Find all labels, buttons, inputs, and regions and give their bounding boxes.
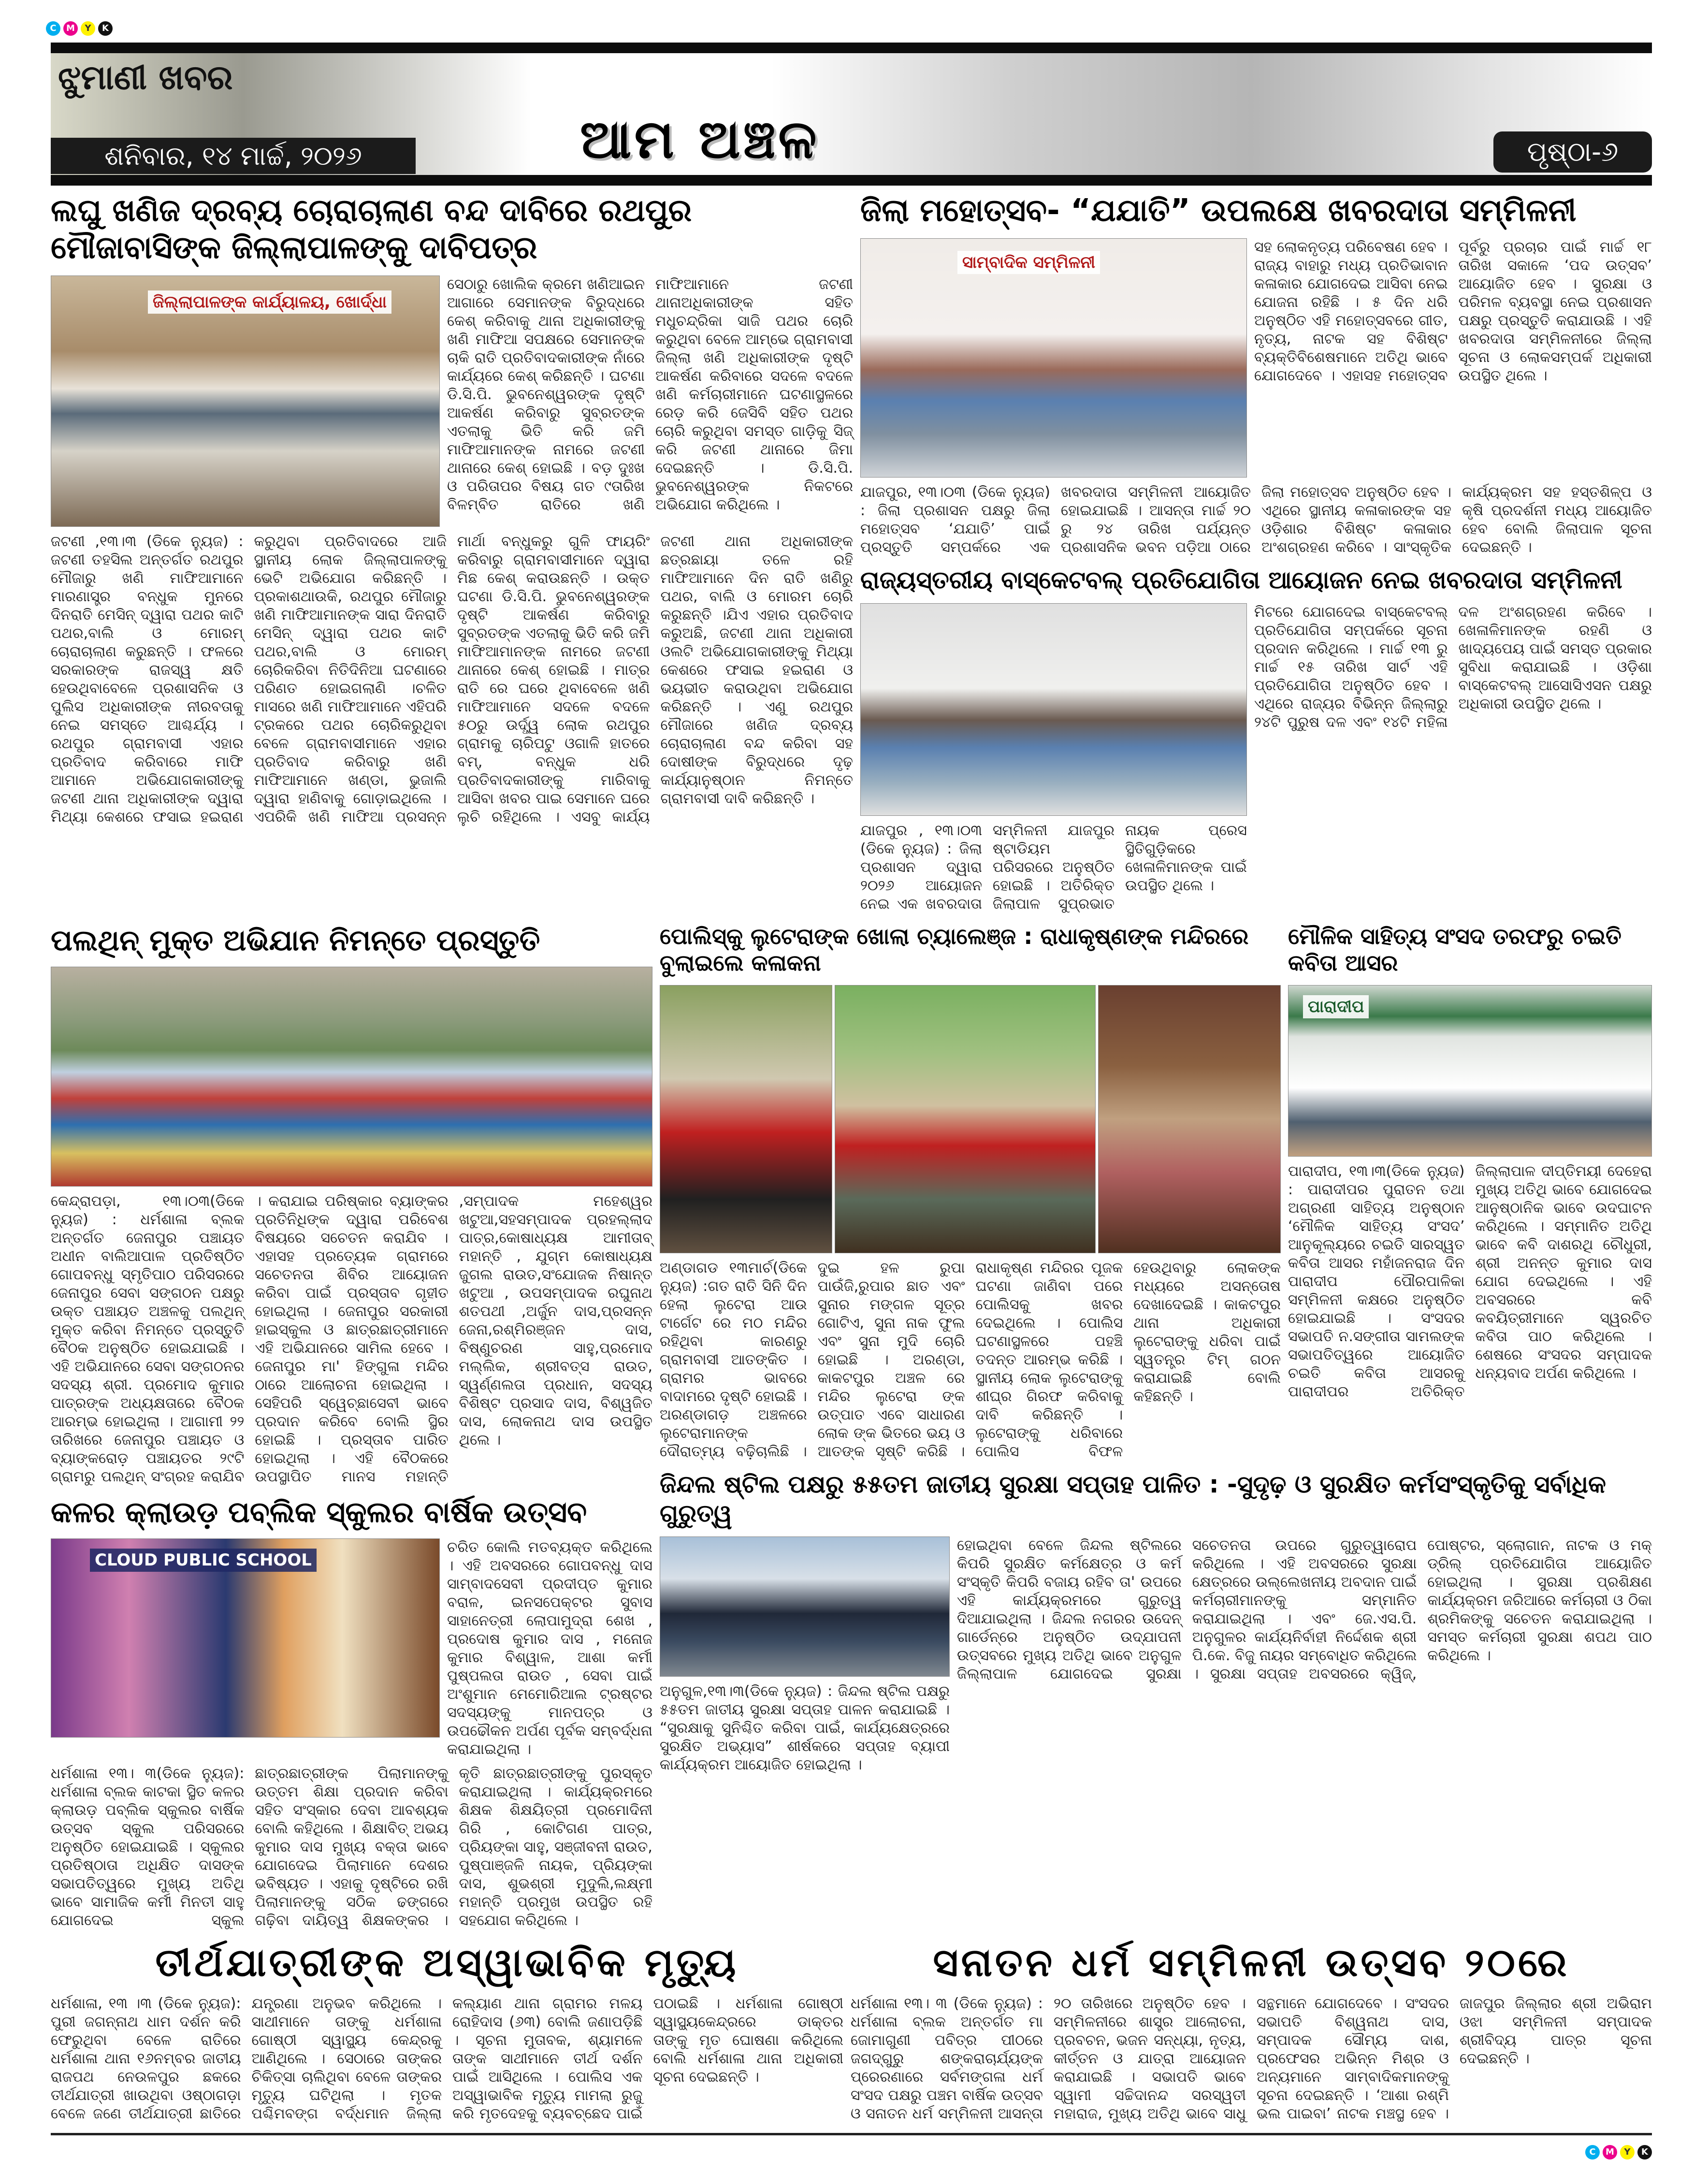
magenta-mark: M — [1603, 2145, 1617, 2160]
footer — [51, 2133, 1652, 2174]
article-polythene-body — [51, 1192, 652, 1486]
headline-robbery: ପୋଲିସ୍‌କୁ ଲୁଟେରାଙ୍କ ଖୋଲା ଚ୍ୟାଲେଞ୍ଜ : ରାଧାକୃଷ୍ଣଙ୍କ ମନ୍ଦିରରେ ବୁଲାଇଲେ କଳାକନା — [660, 923, 1249, 976]
photo-basketball-press-meet — [860, 603, 1247, 816]
photo-safety-week — [660, 1536, 950, 1677]
article-jindal-text-under-photo: ଅନୁଗୁଳ,୧୩।୩(ଡିକେ ନ୍ୟୁଜ) : ଜିନ୍ଦଲ ଷ୍ଟିଲ ପକ୍ଷରୁ ୫୫ତମ ଜାତୀୟ ସୁରକ୍ଷା ସପ୍ତାହ ପାଳନ କରାଯାଇଛି । “ସୁରକ୍ଷାକୁ ସୁନିଶ୍ଚିତ କରିବା ପାଇଁ, କାର୍ଯ୍ୟକ୍ଷେତ୍ରରେ ସୁରକ୍ଷିତ ଅଭ୍ୟାସ” ଶୀର୍ଷକରେ ସପ୍ତାହ ବ୍ୟାପୀ କାର୍ଯ୍ୟକ୍ରମ ଆୟୋଜିତ ହୋଇଥିଲା । — [660, 1683, 950, 1774]
section-title: ଆମ ଅଞ୍ଚଳ — [580, 108, 820, 170]
article-mining-text-top: ସେଠାରୁ ଖୋଲିକ କ୍ରମେ ଖଣିଆଇନ ଆଗାରେ ସେମାନଙ୍କ ବିରୁଦ୍ଧରେ କେଶ୍ କରିବାକୁ ଥାନା ଅଧିକାରୀଙ୍କୁ ଖଣି ମାଫିଆ ସପକ୍ଷରେ ସେମାନଙ୍କ ଚାକି ରାତି ପ୍ରତିବାଦକାରୀଙ୍କ ନାଁରେ କାର୍ଯ୍ୟରେ କେଶ୍ କରିଛନ୍ତି । ଘଟଣା ଡି.ସି.ପି. ଭୁବନେଶ୍ୱରଙ୍କ ଦୃଷ୍ଟି ଆକର୍ଷଣ କରିବାରୁ ସୁବ୍ରତଙ୍କ ଏତଲାକୁ ଭିତି କରି ଜମି ମାଫିଆମାନଙ୍କ ନାମରେ ଜଟଣୀ ଥାନାରେ କେଶ୍ ହୋଇଛି । ବଡ଼ ଦୁଃଖ ଓ ପରିତାପର ବିଷୟ ଗତ ୯ତାରିଖ ବିଳମ୍ବିତ ରାତିରେ ଖଣି ମାଫିଆମାନେ ଜଟଣୀ ଥାନାଅଧିକାରୀଙ୍କ ସହିତ ମଧୁଚନ୍ଦ୍ରିକା ସାଜି ପଥର ଚୋରି କରୁଥିବା ବେଳେ ଆମ୍ଭେ ଗ୍ରାମବାସୀ ଜିଲ୍ଲା ଖଣି ଅଧିକାରୀଙ୍କ ଦୃଷ୍ଟି ଆକର୍ଷଣ କରିବାରେ ସଦଳେ ବଦଳେ ଖଣି କର୍ମଚାରୀମାନେ ଘଟଣାସ୍ଥଳରେ ରେଡ଼ କରି ଜେସିବି ସହିତ ପଥର ଚୋରି କରୁଥିବା ସମସ୍ତ ଗାଡ଼ିକୁ ସିଜ୍ କରି ଜଟଣୀ ଥାନାରେ ଜିମା ଦେଇଛନ୍ତି । ଡି.ସି.ପି. ଭୁବନେଶ୍ୱରଙ୍କ ନିକଟରେ ଅଭିଯୋଗ କରିଥିଲେ । — [447, 275, 853, 513]
article-polythene-text-side: ପ୍ରସ୍ତାବ ପାରିତ ହୋଇଥିଲା । ଏହି ବୈଠକରେ ଉପସ୍ଥାପିତ ମାନସ ମହାନ୍ତି ,ସମ୍ପାଦକ ମହେଶ୍ୱର ଖଟୁଆ,ସହସମ୍ପାଦକ ପ୍ରହଲ୍ଲାଦ ପାତ୍ର,କୋଷାଧ୍ୟକ୍ଷ ଆମୀତାବ୍ ମହାନ୍ତି , ଯୁଗ୍ମ କୋଷାଧ୍ୟକ୍ଷ ଜୁଗଲ ରାଉତ,ସଂଯୋଜକ ନିଷାନ୍ତ ଖଟୁଆ , ଉପସମ୍ପାଦକ ରଘୁନାଥ ଶତପଥୀ ,ଅର୍ଜୁନ ଦାସ,ପ୍ରସନ୍ନ ଜେନା,ରଶ୍ମିରଞ୍ଜନ ଦାସ, ବିଷ୍ଣୁଚରଣ ସାହୁ,ପ୍ରମୋଦ ମଲ୍ଲିକ, ଶ୍ରୀବତ୍ସ ରାଉତ, ସ୍ୱର୍ଣ୍ଣଲତା ପ୍ରଧାନ, ସଦସ୍ୟ ବିଶିଷ୍ଟ ପ୍ରସାଦ ଦାସ, ବିଶ୍ୱଜିତ ଦାସ, ଲୋକନାଥ ଦାସ ଉପସ୍ଥିତ ଥିଲେ । — [255, 1192, 652, 1485]
cyan-mark: C — [46, 21, 60, 36]
masthead — [0, 0, 1708, 189]
headline-jindal: ଜିନ୍ଦଲ ଷ୍ଟିଲ ପକ୍ଷରୁ ୫୫ତମ ଜାତୀୟ ସୁରକ୍ଷା ସପ୍ତାହ ପାଳିତ : -ସୁଦୃଢ଼ ଓ ସୁରକ୍ଷିତ କର୍ମସଂସ୍କୃତିକୁ ସର୍ବାଧିକ ଗୁରୁତ୍ୱ — [660, 1470, 1606, 1528]
article-mining — [51, 189, 853, 826]
article-pilgrim — [51, 1937, 843, 2123]
cmyk-registration-marks-bottom — [1585, 2145, 1652, 2160]
article-yayati-text: ଯାଜପୁର, ୧୩।୦୩ (ଡିକେ ନ୍ୟୁଜ) : ଜିଲା ପ୍ରଶାସନ ପକ୍ଷରୁ ଜିଲା ମହୋତ୍ସବ ‘ଯଯାତି’ ପାଇଁ ପ୍ରସ୍ତୁତି ସମ୍ପର୍କରେ ଏକ ଖବରଦାତା ସମ୍ମିଳନୀ ଆୟୋଜିତ ହୋଇଯାଇଛି । ଆସନ୍ତା ମାର୍ଚ୍ଚ ୨୦ ରୁ ୨୪ ତାରିଖ ପର୍ଯ୍ୟନ୍ତ ପ୍ରଶାସନିକ ଭବନ ପଡ଼ିଆ ଠାରେ ଜିଲା ମହୋତ୍ସବ ଅନୁଷ୍ଠିତ ହେବ । ଏଥିରେ ସ୍ଥାନୀୟ କଳାକାରଙ୍କ ସହ ଓଡ଼ିଶାର ବିଶିଷ୍ଟ କଳାକାର ଅଂଶଗ୍ରହଣ କରିବେ । ସାଂସ୍କୃତିକ କାର୍ଯ୍ୟକ୍ରମ ସହ ହସ୍ତଶିଳ୍ପ ଓ କୃଷି ପ୍ରଦର୍ଶନୀ ମଧ୍ୟ ଆୟୋଜିତ ହେବ ବୋଲି ଜିଲାପାଳ ସୂଚନା ଦେଇଛନ୍ତି । — [860, 483, 1652, 556]
article-pilgrim-text: ଧର୍ମଶାଳା, ୧୩ ।୩ (ଡିକେ ନ୍ୟୁଜ): ପୁରୀ ଜଗନ୍ନାଥ ଧାମ ଦର୍ଶନ କରି ଫେରୁଥିବା ବେଳେ ରାତିରେ ଧର୍ମଶାଳା ଥାନା ୧୬ନମ୍ବର ଜାତୀୟ ରାଜପଥ ନେଉଳପୁର ଛକରେ ତୀର୍ଥଯାତ୍ରୀ ଖାଉଥିବା ଓଷ୍ଠାଗଡ଼ା ବେଳେ ଜଣେ ତୀର୍ଥଯାତ୍ରୀ ଛାତିରେ ଯନ୍ତ୍ରଣା ଅନୁଭବ କରିଥିଲେ । ସାଥୀମାନେ ତାଙ୍କୁ ଧର୍ମଶାଳା ଗୋଷ୍ଠୀ ସ୍ୱାସ୍ଥ୍ୟ କେନ୍ଦ୍ରକୁ ଆଣିଥିଲେ । ସେଠାରେ ତାଙ୍କର ଚିକିତ୍ସା ଚାଲିଥିବା ବେଳେ ତାଙ୍କର ମୃତ୍ୟୁ ଘଟିଥିଲା । ମୃତକ ପଶ୍ଚିମବଙ୍ଗ ବର୍ଦ୍ଧମାନ ଜିଲ୍ଲା କଲ୍ୟାଣ ଥାନା ଗ୍ରାମର ମଳୟ ରୋହିଦାସ (୬୩) ବୋଲି ଜଣାପଡ଼ିଛି । ସୂଚନା ମୁତାବକ, ଶ୍ୟାମଳେ ତାଙ୍କ ସାଥୀମାନେ ତୀର୍ଥ ଦର୍ଶନ ପାଇଁ ଆସିଥିଲେ । ପୋଲିସ ଏକ ଅସ୍ୱାଭାବିକ ମୃତ୍ୟୁ ମାମଲା ରୁଜୁ କରି ମୃତଦେହକୁ ବ୍ୟବଚ୍ଛେଦ ପାଇଁ ପଠାଇଛି । ଧର୍ମଶାଳା ଗୋଷ୍ଠୀ ସ୍ୱାସ୍ଥ୍ୟକେନ୍ଦ୍ରରେ ଡାକ୍ତର ତାଙ୍କୁ ମୃତ ଘୋଷଣା କରିଥିଲେ ବୋଲି ଧର୍ମଶାଳା ଥାନା ଅଧିକାରୀ ସୂଚନା ଦେଇଛନ୍ତି । — [51, 1995, 843, 2122]
photo-sign-text: ଜିଲ୍ଲାପାଳଙ୍କ କାର୍ଯ୍ୟାଳୟ, ଖୋର୍ଦ୍ଧା — [148, 290, 391, 314]
headline-sanatan: ସନାତନ ଧର୍ମ ସମ୍ମିଳନୀ ଉତ୍ସବ ୨୦ରେ — [933, 1940, 1570, 1985]
article-basketball-text: ଯାଜପୁର , ୧୩।୦୩ (ଡିକେ ନ୍ୟୁଜ) : ଜିଲା ପ୍ରଶାସନ ଦ୍ୱାରା ୨୦୨୬ ଆୟୋଜନ ନେଇ ଏକ ଖବରଦାତା ସମ୍ମିଳନୀ ଯାଜପୁର ଷ୍ଟାଡିୟମ ପରିସରରେ ଅନୁଷ୍ଠିତ ହୋଇଛି । ଅତିରିକ୍ତ ଜିଲାପାଳ ସୁପ୍ରଭାତ ନାୟକ ପ୍ରେସ ସ୍ଥିତିଗୁଡ଼ିକରେ ଖେଳାଳିମାନଙ୍କ ପାଇଁ ଉପସ୍ଥିତ ଥିଲେ । — [860, 822, 1247, 913]
right-top-column — [860, 189, 1652, 913]
photo-press-conference — [860, 238, 1247, 478]
photo-banner-text: ସାମ୍ବାଦିକ ସମ୍ମିଳନୀ — [957, 251, 1100, 274]
photo-villagers-temple — [835, 985, 1096, 1253]
photo-banner-text: CLOUD PUBLIC SCHOOL — [90, 1549, 317, 1572]
yellow-mark: Y — [81, 21, 95, 36]
magenta-mark: M — [63, 21, 78, 36]
cyan-mark: C — [1585, 2145, 1600, 2160]
headline-polythene: ପଲଥିନ୍ ମୁକ୍ତ ଅଭିଯାନ ନିମନ୍ତେ ପ୍ରସ୍ତୁତି — [51, 923, 540, 957]
article-jindal-text: ହୋଇଥିବା ବେଳେ ଜିନ୍ଦଲ ଷ୍ଟିଲରେ କିପରି ସୁରକ୍ଷିତ କର୍ମକ୍ଷେତ୍ର ଓ କର୍ମ ସଂସ୍କୃତି କିପରି ବଜାୟ ରହିବ ତା' ଉପରେ ଏହି କାର୍ଯ୍ୟକ୍ରମରେ ଗୁରୁତ୍ୱ ଦିଆଯାଇଥିଲା । ଜିନ୍ଦଲ ନଗରର ଉଦେନ୍ ଗାର୍ଡେନ୍‌ରେ ଅନୁଷ୍ଠିତ ଉଦ୍‌ଯାପନୀ ଉତ୍ସବରେ ମୁଖ୍ୟ ଅତିଥି ଭାବେ ଅନୁଗୁଳ ଜିଲ୍ଲାପାଳ ଯୋଗଦେଇ ସୁରକ୍ଷା ସଚେତନତା ଉପରେ ଗୁରୁତ୍ୱାରୋପ କରିଥିଲେ । ଏହି ଅବସରରେ ସୁରକ୍ଷା କ୍ଷେତ୍ରରେ ଉଲ୍ଲେଖନୀୟ ଅବଦାନ ପାଇଁ କର୍ମଚାରୀମାନଙ୍କୁ ସମ୍ମାନିତ କରାଯାଇଥିଲା । ଏବଂ ଜେ.ଏସ.ପି. ଅନୁଗୁଳର କାର୍ଯ୍ୟନିର୍ବାହୀ ନିର୍ଦ୍ଦେଶକ ଶ୍ରୀ ପି.କେ. ବିଜୁ ନାୟର ସମ୍ବୋଧିତ କରିଥିଲେ । ସୁରକ୍ଷା ସପ୍ତାହ ଅବସରରେ କ୍ୱିଜ୍, ପୋଷ୍ଟର, ସ୍ଲୋଗାନ, ନାଟକ ଓ ମକ୍ ଡ୍ରିଲ୍ ପ୍ରତିଯୋଗିତା ଆୟୋଜିତ ହୋଇଥିଲା । ସୁରକ୍ଷା ପ୍ରଶିକ୍ଷଣ କାର୍ଯ୍ୟକ୍ରମ ଜରିଆରେ କର୍ମଚାରୀ ଓ ଠିକା ଶ୍ରମିକଙ୍କୁ ସଚେତନ କରାଯାଇଥିଲା । ସମସ୍ତ କର୍ମଚାରୀ ସୁରକ୍ଷା ଶପଥ ପାଠ କରିଥିଲେ । — [957, 1537, 1652, 1683]
photo-meeting-outdoor — [51, 967, 652, 1187]
article-school-text-side: ଚରିତ କୋଲି ମତବ୍ୟକ୍ତ କରିଥିଲେ । ଏହି ଅବସରରେ ଗୋପବନ୍ଧୁ ଦାସ ସାମ୍ବାଦସେବୀ ପ୍ରଦୀପ୍ତ କୁମାର ବରାଳ, ଇନସପେକ୍ଟର ସୁବାସ ସାହାନେତ୍ରୀ ଲୋପାମୁଦ୍ରା ଶେଖ , ପ୍ରଦୋଷ କୁମାର ଦାସ , ମନୋଜ କୁମାର ବିଶ୍ୱାଳ, ଆଶା କର୍ମୀ ପୁଷ୍ପଲତା ରାଉତ , ସେବା ପାଇଁ ଅଂଶୁମାନ ମେମୋରିଆଲ ଟ୍ରଷ୍ଟର ସଦସ୍ୟଙ୍କୁ ମାନପତ୍ର ଓ ଉପଢୌକନ ଅର୍ପଣ ପୂର୍ବକ ସମ୍ବର୍ଦ୍ଧନା କରାଯାଇଥିଲା । — [447, 1538, 652, 1758]
headline-poetry: ମୌଳିକ ସାହିତ୍ୟ ସଂସଦ ତରଫରୁ ଚଇତି କବିତା ଆସର — [1288, 923, 1621, 976]
newspaper-logo: ଝୁମାଣୀ ଖବର — [58, 58, 233, 97]
article-poetry-text: ପାରାଦୀପ, ୧୩।୩(ଡିକେ ନ୍ୟୁଜ) : ପାରାଦୀପର ପୁରାତନ ତଥା ଅଗ୍ରଣୀ ସାହିତ୍ୟ ଅନୁଷ୍ଠାନ ‘ମୌଳିକ ସାହିତ୍ୟ ସଂସଦ’ ଆନୁକୂଲ୍ୟରେ ଚଇତି ସାରସ୍ୱତ କବିତା ଆସର ମହାଁଜନରାଜ ଦିନ ପାରାଦୀପ ପୌରପାଳିକା ସମ୍ମିଳନୀ କକ୍ଷରେ ଅନୁଷ୍ଠିତ ହୋଇଯାଇଛି । ସଂସଦର ସଭାପତି ନ.ସଙ୍ଗୀତା ସାମଲଙ୍କ ସଭାପତିତ୍ୱରେ ଆୟୋଜିତ ଚଇତି କବିତା ଆସରକୁ ପାରାଦୀପର ଅତିରିକ୍ତ ଜିଲ୍ଲାପାଳ ଦୀପ୍ତିମୟୀ ଦେହେରା ମୁଖ୍ୟ ଅତିଥି ଭାବେ ଯୋଗଦେଇ ଆନୁଷ୍ଠାନିକ ଭାବେ ଉଦଘାଟନ କରିଥିଲେ । ସମ୍ମାନିତ ଅତିଥି ଭାବେ କବି ଦାଶରଥି ଚୌଧୁରୀ, ଶ୍ରୀ ଅନନ୍ତ କୁମାର ଦାସ ଯୋଗ ଦେଇଥିଲେ । ଏହି ଅବସରରେ କବି କବୟିତ୍ରୀମାନେ ସ୍ୱରଚିତ କବିତା ପାଠ କରିଥିଲେ । ଶେଷରେ ସଂସଦର ସମ୍ପାଦକ ଧନ୍ୟବାଦ ଅର୍ପଣ କରିଥିଲେ । — [1288, 1163, 1652, 1401]
top-row — [51, 189, 1652, 913]
right-lower-column — [660, 920, 1652, 1774]
article-robbery — [660, 920, 1281, 1461]
masthead-bottom-bar — [51, 175, 1652, 186]
yellow-mark: Y — [1620, 2145, 1635, 2160]
article-sanatan — [851, 1937, 1652, 2123]
cmyk-registration-marks — [46, 21, 113, 36]
photo-temple-interior — [1098, 985, 1281, 1253]
photo-banner-text: ପାରାଦୀପ — [1303, 995, 1369, 1018]
article-robbery-text: ଅଣ୍ଡାଗଡ ୧୩ମାର୍ଚ(ଡିକେ ନ୍ୟୁଜ) :ଗତ ରାତି ସିନି ଦିନ ହେଲା ଲୁଟେରା ଆଉ ଟାର୍ଗେଟ ରେ ମଠ ମନ୍ଦିର ରହିଥିବା କାରଣରୁ ଗ୍ରାମବାସୀ ଆତଙ୍କିତ । ଗ୍ରାମର ଭାବରେ ବାଦାମରେ ଦୃଷ୍ଟି ହୋଇଛି । ଅରଣ୍ଡାଗଡ଼ ଅଞ୍ଚଳରେ ଲୁଟେରାମାନଙ୍କ ଦୌରାତ୍ମ୍ୟ ବଢ଼ିଚାଲିଛି । ଦୁଇ ହଳ ରୁପା ପାଉଁଜି,ରୁପାର ଛାତ ଏବଂ ସୁନାର ମଙ୍ଗଳ ସୂତ୍ର ଗୋଟିଏ, ସୁନା ନାକ ଫୁଲ ଏବଂ ସୁନା ମୁଦି ଚୋରି ହୋଇଛି । ଅରଣ୍ଡା, କାକଟପୁର ଅଞ୍ଚଳ ରେ ମନ୍ଦିର ଲୁଟେରା ଙ୍କ ଉତ୍ପାତ ଏବେ ସାଧାରଣ ଲୋକ ଙ୍କ ଭିତରେ ଭୟ ଓ ଆତଙ୍କ ସୃଷ୍ଟି କରିଛି । ରାଧାକୃଷ୍ଣ ମନ୍ଦିରର ପୂଜକ ଘଟଣା ଜାଣିବା ପରେ ପୋଲିସକୁ ଖବର ଦେଇଥିଲେ । ପୋଲିସ ଘଟଣାସ୍ଥଳରେ ପହଞ୍ଚି ତଦନ୍ତ ଆରମ୍ଭ କରିଛି । ସ୍ଥାନୀୟ ଲୋକ ଲୁଟେରାଙ୍କୁ ଶୀଘ୍ର ଗିରଫ କରିବାକୁ ଦାବି କରିଛନ୍ତି । ଲୁଟେରାଙ୍କୁ ଧରିବାରେ ପୋଲିସ ବିଫଳ ହେଉଥିବାରୁ ଲୋକଙ୍କ ମଧ୍ୟରେ ଅସନ୍ତୋଷ ଦେଖାଦେଇଛି । କାକଟପୁର ଥାନା ଅଧିକାରୀ ଲୁଟେରାଙ୍କୁ ଧରିବା ପାଇଁ ସ୍ୱତନ୍ତ୍ର ଟିମ୍ ଗଠନ କରାଯାଇଛି ବୋଲି କହିଛନ୍ତି । — [660, 1260, 1281, 1461]
headline-yayati: ଜିଲା ମହୋତ୍ସବ- “ଯଯାତି” ଉପଲକ୍ଷେ ଖବରଦାତା ସମ୍ମିଳନୀ — [860, 193, 1577, 229]
page-content — [51, 189, 1652, 2123]
photo-man-with-paper — [660, 985, 832, 1253]
photo-villagers-collectorate — [51, 275, 440, 527]
bottom-row — [51, 1937, 1652, 2123]
article-mining-text: ଜଟଣୀ ,୧୩।୩ (ଡିକେ ନ୍ୟୁଜ) : ଜଟଣୀ ତହସିଲ ଅନ୍ତର୍ଗତ ରଥପୁର ମୌଜାରୁ ଖଣି ମାଫିଆମାନେ ମାରଣାସ୍ତ୍ର ବନ୍ଧୁକ ମୁନରେ ଦିନରାତି ମେସିନ୍ ଦ୍ୱାରା ପଥର କାଟି ପଥର,ବାଲି ଓ ମୋରମ୍ ଚୋରାଚାଲାଣ କରୁଛନ୍ତି । ଫଳରେ ସରକାରଙ୍କ ରାଜସ୍ୱ କ୍ଷତି ହେଉଥିବାବେଳେ ପ୍ରଶାସନିକ ଓ ପୁଲିସ ଅଧିକାରୀଙ୍କ ନୀରବତାକୁ ନେଇ ସମସ୍ତେ ଆଶ୍ଚର୍ଯ୍ୟ । ରଥପୁର ଗ୍ରାମବାସୀ ଏହାର ପ୍ରତିବାଦ କରିବାରେ ମାଫି ଆମାନେ ଅଭିଯୋଗକାରୀଙ୍କୁ ଜଟଣୀ ଥାନା ଅଧିକାରୀଙ୍କ ଦ୍ୱାରା ମିଥ୍ୟା କେଶରେ ଫସାଇ ହଇରାଣ କରୁଥିବା ପ୍ରତିବାଦରେ ଆଜି ସ୍ଥାନୀୟ ଲୋକ ଜିଲ୍ଲାପାଳଙ୍କୁ ଭେଟି ଅଭିଯୋଗ କରିଛନ୍ତି । ପ୍ରକାଶଥାଉକି, ରଥପୁର ମୌଜାରୁ ଖଣି ମାଫିଆମାନଙ୍କ ସାରା ଦିନରାତି ମେସିନ୍ ଦ୍ୱାରା ପଥର କାଟି ପଥର,ବାଲି ଓ ମୋରମ୍ ଚୋରିକରିବା ନିତିଦିନିଆ ଘଟଣାରେ ପରିଣତ ହୋଇଗଲାଣି ।ଚଳିତ ମାସରେ ଖଣି ମାଫିଆମାନେ ଏହିପରି ଟ୍ରକରେ ପଥର ଚୋରିକରୁଥିବା ବେଳେ ଗ୍ରାମବାସୀମାନେ ଏହାର ପ୍ରତିବାଦ କରିବାରୁ ଖଣି ମାଫିଆମାନେ ଖଣ୍ଡା, ଭୁଜାଲି ଦ୍ୱାରା ହାଣିବାକୁ ଗୋଡ଼ାଇଥିଲେ । ଏପରିକି ଖଣି ମାଫିଆ ପ୍ରସନ୍ନ ମାର୍ଥା ବନ୍ଧୁକରୁ ଗୁଳି ଫାୟରିଂ କରିବାରୁ ଗ୍ରାମବାସୀମାନେ ଦ୍ୱାରା ମିଛ କେଶ୍ କରାଉଛନ୍ତି । ଉକ୍ତ ଘଟଣା ଡି.ସି.ପି. ଭୁବନେଶ୍ୱରଙ୍କ ଦୃଷ୍ଟି ଆକର୍ଷଣ କରିବାରୁ ସୁବ୍ରତଙ୍କ ଏତଲାକୁ ଭିତି କରି ଜମି ମାଫିଆମାନଙ୍କ ନାମରେ ଜଟଣୀ ଥାନାରେ କେଶ୍ ହୋଇଛି । ମାତ୍ର ରାତି ରେ ଘରେ ଥିବାବେଳେ ଖଣି ମାଫିଆମାନେ ସଦଳେ ବଦଳେ ୫୦ରୁ ଉର୍ଦ୍ଧ୍ୱ ଲୋକ ରଥପୁର ଗ୍ରାମକୁ ଚାରିପଟୁ ଓଗାଳି ହାତରେ ବମ୍, ବନ୍ଧୁକ ଧରି ପ୍ରତିବାଦକାରୀଙ୍କୁ ମାରିବାକୁ ଆସିବା ଖବର ପାଇ ସେମାନେ ଘରେ ଲୁଚି ରହିଥିଲେ । ଏସବୁ କାର୍ଯ୍ୟ ଜଟଣୀ ଥାନା ଅଧିକାରୀଙ୍କ ଛତ୍ରଛାୟା ତଳେ ରହି ମାଫିଆମାନେ ଦିନ ରାତି ଖଣିରୁ ପଥର, ବାଲି ଓ ମୋରମ ଚୋରି କରୁଛନ୍ତି ।ଯିଏ ଏହାର ପ୍ରତିବାଦ କରୁଅଛି, ଜଟଣୀ ଥାନା ଅଧିକାରୀ ଓଲଟି ଅଭିଯୋଗକାରୀଙ୍କୁ ମିଥ୍ୟା କେଶରେ ଫସାଇ ହଇରାଣ ଓ ଭୟଭୀତ କରାଉଥିବା ଅଭିଯୋଗ କରିଛନ୍ତି । ଏଣୁ ରଥପୁର ମୌଜାରେ ଖଣିଜ ଦ୍ରବ୍ୟ ଚୋରାଚାଲାଣ ବନ୍ଦ କରିବା ସହ ଦୋଷୀଙ୍କ ବିରୁଦ୍ଧରେ ଦୃଢ଼ କାର୍ଯ୍ୟାନୁଷ୍ଠାନ ନିମନ୍ତେ ଗ୍ରାମବାସୀ ଦାବି କରିଛନ୍ତି । — [51, 533, 853, 826]
middle-row — [51, 920, 1652, 1930]
article-basketball-text-side: ମିଟରେ ଯୋଗଦେଇ ବାସ୍କେଟବଲ୍ ପ୍ରତିଯୋଗିତା ସମ୍ପର୍କରେ ସୂଚନା ପ୍ରଦାନ କରିଥିଲେ । ମାର୍ଚ୍ଚ ୧୩ ରୁ ମାର୍ଚ୍ଚ ୧୫ ତାରିଖ ସାର୍ଟ ଏହି ପ୍ରତିଯୋଗିତା ଅନୁଷ୍ଠିତ ହେବ । ଏଥିରେ ରାଜ୍ୟର ବିଭିନ୍ନ ଜିଲ୍ଲାରୁ ୨୪ଟି ପୁରୁଷ ଦଳ ଏବଂ ୧୪ଟି ମହିଳା ଦଳ ଅଂଶଗ୍ରହଣ କରିବେ । ଖେଳାଳିମାନଙ୍କ ରହଣି ଓ ଖାଦ୍ୟପେୟ ପାଇଁ ସମସ୍ତ ପ୍ରକାର ସୁବିଧା କରାଯାଇଛି । ଓଡ଼ିଶା ବାସ୍କେଟବଲ୍ ଆସୋସିଏସନ ପକ୍ଷରୁ ଅଧିକାରୀ ଉପସ୍ଥିତ ଥିଲେ । — [1254, 603, 1652, 731]
headline-mining: ଲଘୁ ଖଣିଜ ଦ୍ରବ୍ୟ ଚୋରାଚାଲାଣ ବନ୍ଦ ଦାବିରେ ରଥପୁର ମୌଜାବାସିଙ୍କ ଜିଲ୍ଲାପାଳଙ୍କୁ ଦାବିପତ୍ର — [51, 193, 692, 266]
black-mark: K — [98, 21, 113, 36]
black-mark: K — [1637, 2145, 1652, 2160]
headline-school: କଳର କ୍ଲାଉଡ଼ ପବ୍ଲିକ ସ୍କୁଲର ବାର୍ଷିକ ଉତ୍ସବ — [51, 1495, 587, 1529]
article-polythene-text: କେନ୍ଦ୍ରାପଡ଼ା, ୧୩।୦୩(ଡିକେ ନ୍ୟୁଜ) : ଧର୍ମଶାଳା ବ୍ଲକ ଅନ୍ତର୍ଗତ ଜେନାପୁର ପଞ୍ଚାୟତ ଅଧୀନ ବାଲିଆପାଳ ପ୍ରତିଷ୍ଠିତ ଗୋପବନ୍ଧୁ ସ୍ମୃତିପାଠ ପରିସରରେ ଜେନାପୁର ସେବା ସଙ୍ଗଠନ ପକ୍ଷରୁ ଉକ୍ତ ପଞ୍ଚାୟତ ଅଞ୍ଚଳକୁ ପଲଥିନ୍ ମୁକ୍ତ କରିବା ନିମନ୍ତେ ପ୍ରସ୍ତୁତି ବୈଠକ ଅନୁଷ୍ଠିତ ହୋଇଯାଇଛି । ଏହି ଅଭିଯାନରେ ସେବା ସଙ୍ଗଠନର ସଦସ୍ୟ ଶ୍ରୀ. ପ୍ରମୋଦ କୁମାର ପାତ୍ରଙ୍କ ଅଧ୍ୟକ୍ଷତାରେ ବୈଠକ ଆରମ୍ଭ ହୋଇଥିଲା । ଆଗାମୀ ୨୨ ତାରିଖରେ ଜେନାପୁର ପଞ୍ଚାୟତ ଓ ବ୍ୟାଙ୍କରୋଡ଼ ପଞ୍ଚାୟତର ୨୯ଟି ଗ୍ରାମରୁ ପଲଥିନ୍ ସଂଗ୍ରହ କରାଯିବ । କରାଯାଇ ପରିଷ୍କାର ବ୍ୟାଙ୍କର ପ୍ରତିନିଧିଙ୍କ ଦ୍ୱାରା ପରିବେଶ ବିଷୟରେ ସଚେତନ କରାଯିବ । ଏହାସହ ପ୍ରତ୍ୟେକ ଗ୍ରାମରେ ସଚେତନତା ଶିବିର ଆୟୋଜନ କରିବା ପାଇଁ ପ୍ରସ୍ତାବ ଗୃହୀତ ହୋଇଥିଲା । ଜେନାପୁର ସରକାରୀ ହାଇସ୍କୁଲ ଓ ଛାତ୍ରଛାତ୍ରୀମାନେ ଏହି ଅଭିଯାନରେ ସାମିଲ ହେବେ । ଜେନାପୁର ମା' ହିଙ୍ଗୁଳା ମନ୍ଦିର ଠାରେ ଆଲୋଚନା ହୋଇଥିଲା । ସେହିପରି ସ୍ୱେଚ୍ଛାସେବୀ ଭାବେ ପ୍ରଦାନ କରିବେ ବୋଲି ସ୍ଥିର ହୋଇଛି । — [51, 1192, 449, 1485]
photo-poetry-event — [1288, 985, 1652, 1157]
masthead-top-bar — [51, 43, 1652, 53]
article-school-text: ଧର୍ମଶାଳା ୧୩। ୩(ଡିକେ ନ୍ୟୁଜ): ଧର୍ମଶାଳା ବ୍ଲକ କାଟକା ସ୍ଥିତ କଳର କ୍ଲାଉଡ଼ ପବ୍ଲିକ ସ୍କୁଲର ବାର୍ଷିକ ଉତ୍ସବ ସ୍କୁଲ ପରିସରରେ ଅନୁଷ୍ଠିତ ହୋଇଯାଇଛି । ସ୍କୁଲର ପ୍ରତିଷ୍ଠାତା ଅଧିକ୍ଷିତ ଦାସଙ୍କ ସଭାପତିତ୍ୱରେ ମୁଖ୍ୟ ଅତିଥି ଭାବେ ସାମାଜିକ କର୍ମୀ ମିନତୀ ସାହୁ ଯୋଗଦେଇ ସ୍କୁଲ ଛାତ୍ରଛାତ୍ରୀଙ୍କ ପିଲାମାନଙ୍କୁ ଉତ୍ତମ ଶିକ୍ଷା ପ୍ରଦାନ କରିବା ସହିତ ସଂସ୍କାର ଦେବା ଆବଶ୍ୟକ ବୋଲି କହିଥିଲେ । ଶିକ୍ଷାବିତ୍ ଅଭୟ କୁମାର ଦାସ ମୁଖ୍ୟ ବକ୍ତା ଭାବେ ଯୋଗଦେଇ ପିଲାମାନେ ଦେଶର ଭବିଷ୍ୟତ । ଏହାକୁ ଦୃଷ୍ଟିରେ ରଖି ପିଲାମାନଙ୍କୁ ସଠିକ ଢଙ୍ଗରେ ଗଢ଼ିବା ଦାୟିତ୍ୱ ଶିକ୍ଷକଙ୍କର । କୃତି ଛାତ୍ରଛାତ୍ରୀଙ୍କୁ ପୁରସ୍କୃତ କରାଯାଇଥିଲା । କାର୍ଯ୍ୟକ୍ରମରେ ଶିକ୍ଷକ ଶିକ୍ଷୟିତ୍ରୀ ପ୍ରମୋଦିନୀ ଗିରି , କୋଟିଗଣ ପାତ୍ର, ପ୍ରିୟଙ୍କା ସାହୁ, ସଞ୍ଜୀବନୀ ରାଉତ, ପୁଷ୍ପାଞ୍ଜଳି ନାୟକ, ପ୍ରିୟଙ୍କା ଦାସ, ଶୁଭଶ୍ରୀ ମୁଦୁଲି,ଲକ୍ଷ୍ମୀ ମହାନ୍ତି ପ୍ରମୁଖ ଉପସ୍ଥିତ ରହି ସହଯୋଗ କରିଥିଲେ । — [51, 1765, 652, 1929]
article-yayati-text-top: ସହ ଲୋକନୃତ୍ୟ ପରିବେଷଣ ହେବ । ରାଜ୍ୟ ବାହାରୁ ମଧ୍ୟ ପ୍ରତିଭାବାନ କଳାକାର ଯୋଗଦେଇ ଆସିବା ନେଇ ଯୋଜନା ରହିଛି । ୫ ଦିନ ଧରି ଅନୁଷ୍ଠିତ ଏହି ମହୋତ୍ସବରେ ଗୀତ, ନୃତ୍ୟ, ନାଟକ ସହ ବିଶିଷ୍ଟ ବ୍ୟକ୍ତିବିଶେଷମାନେ ଅତିଥି ଭାବେ ଯୋଗଦେବେ । ଏହାସହ ମହୋତ୍ସବ ପୂର୍ବରୁ ପ୍ରଚାର ପାଇଁ ମାର୍ଚ୍ଚ ୧୮ ତାରିଖ ସକାଳେ ‘ପଦ ଉତ୍ସବ’ ଆୟୋଜିତ ହେବ । ସୁରକ୍ଷା ଓ ପରିମଳ ବ୍ୟବସ୍ଥା ନେଇ ପ୍ରଶାସନ ପକ୍ଷରୁ ପ୍ରସ୍ତୁତି କରାଯାଉଛି । ଏହି ଖବରଦାତା ସମ୍ମିଳନୀରେ ଜିଲ୍ଲା ସୂଚନା ଓ ଲୋକସମ୍ପର୍କ ଅଧିକାରୀ ଉପସ୍ଥିତ ଥିଲେ । — [1254, 238, 1652, 384]
issue-date: ଶନିବାର, ୧୪ ମାର୍ଚ୍ଚ, ୨୦୨୬ — [51, 138, 416, 174]
headline-basketball: ରାଜ୍ୟସ୍ତରୀୟ ବାସ୍କେଟବଲ୍ ପ୍ରତିଯୋଗିତା ଆୟୋଜନ ନେଇ ଖବରଦାତା ସମ୍ମିଳନୀ — [860, 565, 1622, 594]
article-poetry — [1288, 920, 1652, 1401]
article-sanatan-text: ଧର୍ମଶାଳା ୧୩। ୩ (ଡିକେ ନ୍ୟୁଜ) : ଧର୍ମଶାଳା ବ୍ଲକ ଅନ୍ତର୍ଗତ ମା ଜୋମାଗୁଣୀ ପବିତ୍ର ପୀଠରେ ଜଗଦ୍‌ଗୁରୁ ଶଙ୍କରାଚାର୍ଯ୍ୟଙ୍କ ପ୍ରେରଣାରେ ସର୍ବମଙ୍ଗଳା ଧର୍ମ ସଂସଦ ପକ୍ଷରୁ ପଞ୍ଚମ ବାର୍ଷିକ ଉତ୍ସବ ଓ ସନାତନ ଧର୍ମ ସମ୍ମିଳନୀ ଆସନ୍ତା ୨୦ ତାରିଖରେ ଅନୁଷ୍ଠିତ ହେବ । ସମ୍ମିଳନୀରେ ଶାସ୍ତ୍ର ଆଲୋଚନା, ପ୍ରବଚନ, ଭଜନ ସନ୍ଧ୍ୟା, ନୃତ୍ୟ, କୀର୍ତ୍ତନ ଓ ଯାତ୍ରା ଆୟୋଜନ କରାଯାଇଛି । ସଭାପତି ଭାବେ ସ୍ୱାମୀ ସଚ୍ଚିଦାନନ୍ଦ ସରସ୍ୱତୀ ମହାରାଜ, ମୁଖ୍ୟ ଅତିଥି ଭାବେ ସାଧୁ ସନ୍ଥମାନେ ଯୋଗଦେବେ । ସଂସଦର ସଭାପତି ବିଶ୍ୱନାଥ ଦାସ, ସମ୍ପାଦକ ସୌମ୍ୟ ଦାଶ, ପ୍ରଫେସର ଅଭିନ୍ନ ମିଶ୍ର ଓ ଅନ୍ୟମାନେ ସାମ୍ବାଦିକମାନଙ୍କୁ ସୂଚନା ଦେଇଛନ୍ତି । ‘ଆଶା ରଶ୍ମି ଭଲ ପାଇବା’ ନାଟକ ମଞ୍ଚସ୍ଥ ହେବ । ଜାଜପୁର ଜିଲ୍ଲାର ଶ୍ରୀ ଅଭିରାମ ଓଝା ସମ୍ମିଳନୀ ସମ୍ପାଦକ ଶ୍ରୀବିଦ୍ୟ ପାତ୍ର ସୂଚନା ଦେଇଛନ୍ତି । — [851, 1995, 1652, 2122]
photo-school-award — [51, 1538, 440, 1738]
headline-pilgrim: ତୀର୍ଥଯାତ୍ରୀଙ୍କ ଅସ୍ୱାଭାବିକ ମୃତ୍ୟୁ — [155, 1940, 739, 1985]
left-lower-column — [51, 920, 652, 1930]
page-number: ପୃଷ୍ଠା-୬ — [1493, 131, 1652, 173]
